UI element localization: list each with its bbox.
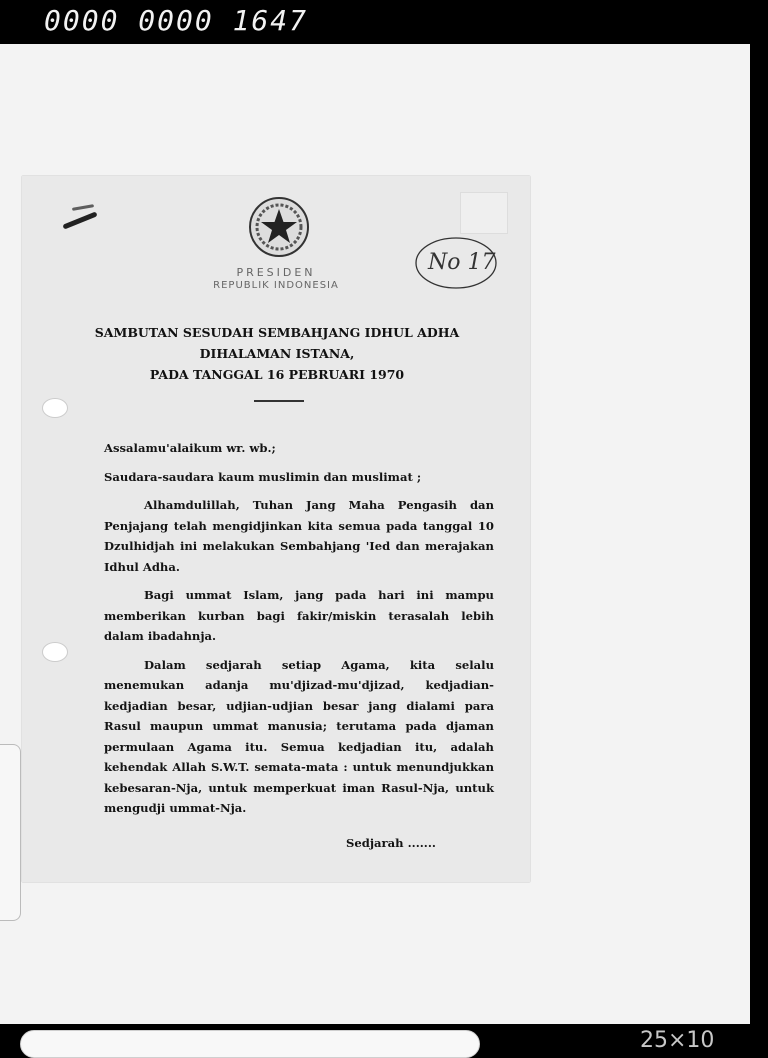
paragraph: Dalam sedjarah setiap Agama, kita selalu menemukan adanja mu'djizad-mu'djizad, kedjadian-kedjadian besar, udjian-udjian besar jang dialami para Rasul maupun ummat manusia; terutama pada djaman permulaan Agama itu. Semua kedjadian itu, adalah kehendak Allah S.W.T. semata-mata : untuk menundjukkan kebesaran-Nja, untuk memperkuat iman Rasul-Nja, untuk mengudji ummat-Nja.: [104, 657, 494, 815]
address-line: Saudara-saudara kaum muslimin dan muslimat ;: [104, 469, 422, 484]
film-frame-number: 0000 0000 1647: [44, 4, 309, 37]
greeting: Assalamu'alaikum wr. wb.;: [104, 441, 276, 455]
binding-strip: [0, 744, 21, 921]
title-line: SAMBUTAN SESUDAH SEMBAHJANG IDHUL ADHA: [94, 325, 460, 340]
ink-smudge: [72, 204, 94, 211]
title-divider: [254, 400, 304, 402]
handwritten-number: No 17: [428, 250, 496, 275]
document-page: [22, 176, 530, 882]
film-edge-bar: [20, 1030, 480, 1058]
continuation-text: Sedjarah .......: [346, 836, 436, 850]
faded-stamp: [460, 192, 508, 234]
ink-smudge: [62, 211, 97, 229]
paragraph: Bagi ummat Islam, jang pada hari ini mampu memberikan kurban bagi fakir/miskin terasalah lebih dalam ibadahnja.: [104, 588, 494, 643]
paragraph: Alhamdulillah, Tuhan Jang Maha Pengasih dan Penjajang telah mengidjinkan kita semua pada tanggal 10 Dzulhidjah ini melakukan Sembahjang 'Ied dan merajakan Idhul Adha.: [104, 498, 494, 574]
letterhead-title: PRESIDEN: [236, 266, 316, 279]
title-line: PADA TANGGAL 16 PEBRUARI 1970: [149, 367, 405, 382]
speech-body: [104, 438, 494, 827]
star-emblem-icon: [248, 196, 310, 258]
title-line: DIHALAMAN ISTANA,: [199, 346, 355, 361]
letterhead-subtitle: REPUBLIK INDONESIA: [213, 280, 339, 291]
punch-hole: [42, 398, 68, 418]
magnification-label: 25×10: [640, 1028, 715, 1053]
punch-hole: [42, 642, 68, 662]
document-title: [62, 322, 492, 385]
